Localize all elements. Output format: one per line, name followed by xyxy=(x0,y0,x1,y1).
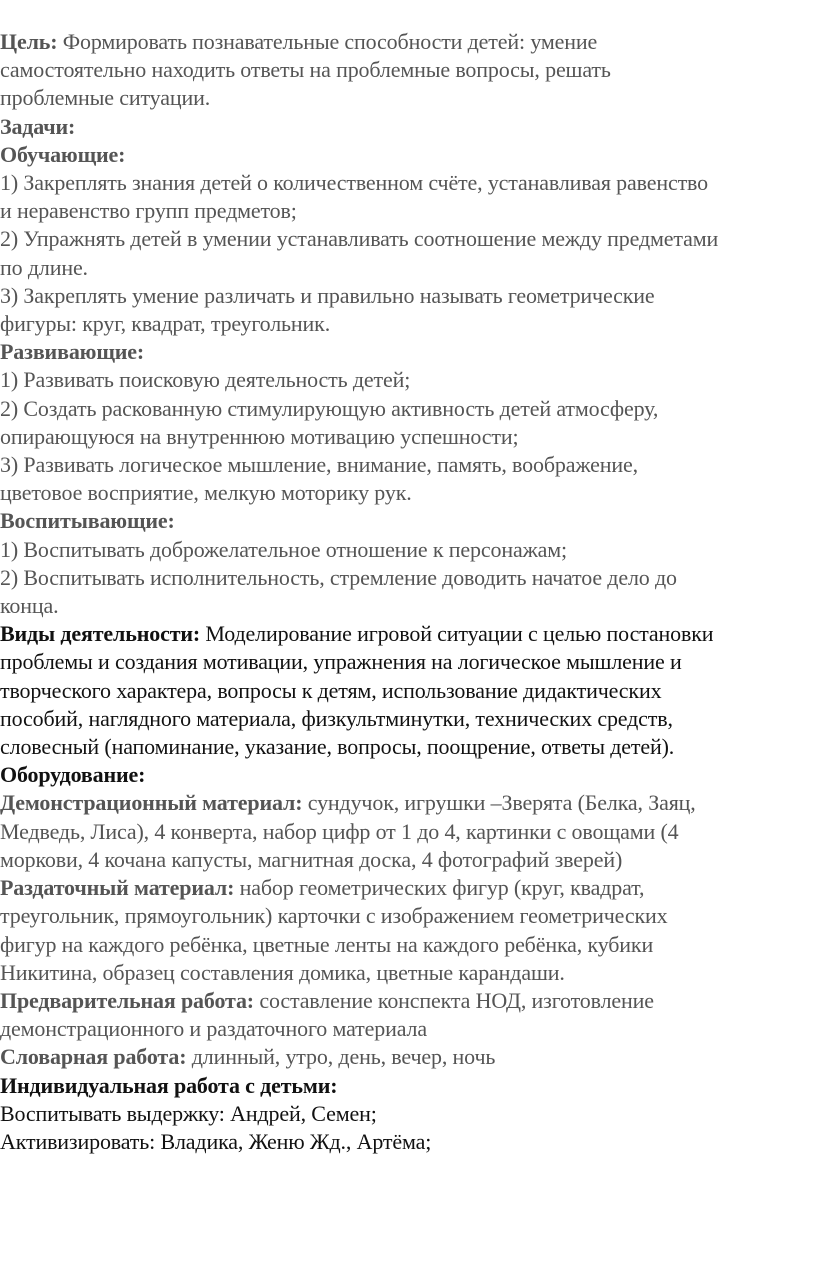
vocabulary-label: Словарная работа: xyxy=(0,1044,187,1070)
activities-line: проблемы и создания мотивации, упражнения на логическое мышление и xyxy=(0,649,682,675)
developing-line: 3) Развивать логическое мышление, внимание, память, воображение, xyxy=(0,452,638,478)
preliminary-label: Предварительная работа: xyxy=(0,987,254,1013)
activities-line: творческого характера, вопросы к детям, использование дидактических xyxy=(0,677,662,703)
individual-line: Активизировать: Владика, Женю Жд., Артёма; xyxy=(0,1128,432,1154)
activities-label: Виды деятельности: xyxy=(0,621,201,647)
preliminary-line: демонстрационного и раздаточного материала xyxy=(0,1016,427,1042)
teaching-line: фигуры: круг, квадрат, треугольник. xyxy=(0,311,331,337)
demo-label: Демонстрационный материал: xyxy=(0,790,303,816)
individual-line: Воспитывать выдержку: Андрей, Семен; xyxy=(0,1100,377,1126)
activities-text: Моделирование игровой ситуации с целью постановки xyxy=(200,621,714,647)
demo-line-1 xyxy=(0,789,816,817)
preliminary-text: составление конспекта НОД, изготовление xyxy=(253,987,654,1013)
developing-line: 1) Развивать поисковую деятельность детей; xyxy=(0,367,411,393)
goal-text: Формировать познавательные способности детей: умение xyxy=(57,29,598,54)
teaching-line: 3) Закреплять умение различать и правильно называть геометрические xyxy=(0,282,655,308)
document-body xyxy=(0,28,816,1156)
teaching-line: по длине. xyxy=(0,254,88,280)
developing-line: 2) Создать раскованную стимулирующую активность детей атмосферу, xyxy=(0,395,659,421)
handout-line-1 xyxy=(0,874,816,902)
activities-line-1 xyxy=(0,620,816,648)
preliminary-line-1 xyxy=(0,987,816,1015)
equipment-heading: Оборудование: xyxy=(0,762,146,788)
upbringing-line: 2) Воспитывать исполнительность, стремление доводить начатое дело до xyxy=(0,564,677,590)
activities-line: пособий, наглядного материала, физкультминутки, технических средств, xyxy=(0,705,673,731)
demo-text: сундучок, игрушки –Зверята (Белка, Заяц, xyxy=(302,790,696,816)
teaching-line: и неравенство групп предметов; xyxy=(0,198,297,224)
handout-label: Раздаточный материал: xyxy=(0,875,235,901)
upbringing-line: конца. xyxy=(0,593,59,619)
goal-label: Цель: xyxy=(0,29,58,54)
developing-line: цветовое восприятие, мелкую моторику рук. xyxy=(0,480,412,506)
teaching-line: 1) Закреплять знания детей о количественном счёте, устанавливая равенство xyxy=(0,170,708,196)
teaching-line: 2) Упражнять детей в умении устанавливать соотношение между предметами xyxy=(0,226,719,252)
handout-line: треугольник, прямоугольник) карточки с изображением геометрических xyxy=(0,903,668,929)
individual-heading: Индивидуальная работа с детьми: xyxy=(0,1072,338,1098)
demo-line: Медведь, Лиса), 4 конверта, набор цифр от 1 до 4, картинки с овощами (4 xyxy=(0,818,679,844)
developing-heading: Развивающие: xyxy=(0,339,145,365)
handout-line: Никитина, образец составления домика, цветные карандаши. xyxy=(0,959,565,985)
demo-line: моркови, 4 кочана капусты, магнитная доска, 4 фотографий зверей) xyxy=(0,846,623,872)
teaching-heading: Обучающие: xyxy=(0,141,126,167)
handout-line: фигур на каждого ребёнка, цветные ленты на каждого ребёнка, кубики xyxy=(0,931,654,957)
upbringing-line: 1) Воспитывать доброжелательное отношение к персонажам; xyxy=(0,536,567,562)
activities-line: словесный (напоминание, указание, вопросы, поощрение, ответы детей). xyxy=(0,734,675,760)
goal-line-1 xyxy=(0,28,816,56)
handout-text: набор геометрических фигур (круг, квадрат, xyxy=(234,875,645,901)
developing-line: опирающуюся на внутреннюю мотивацию успешности; xyxy=(0,423,519,449)
tasks-heading: Задачи: xyxy=(0,113,76,139)
vocabulary-text: длинный, утро, день, вечер, ночь xyxy=(186,1044,496,1070)
goal-line-3: проблемные ситуации. xyxy=(0,85,211,111)
upbringing-heading: Воспитывающие: xyxy=(0,508,175,534)
vocabulary-line xyxy=(0,1043,816,1071)
goal-line-2: самостоятельно находить ответы на проблемные вопросы, решать xyxy=(0,57,611,83)
